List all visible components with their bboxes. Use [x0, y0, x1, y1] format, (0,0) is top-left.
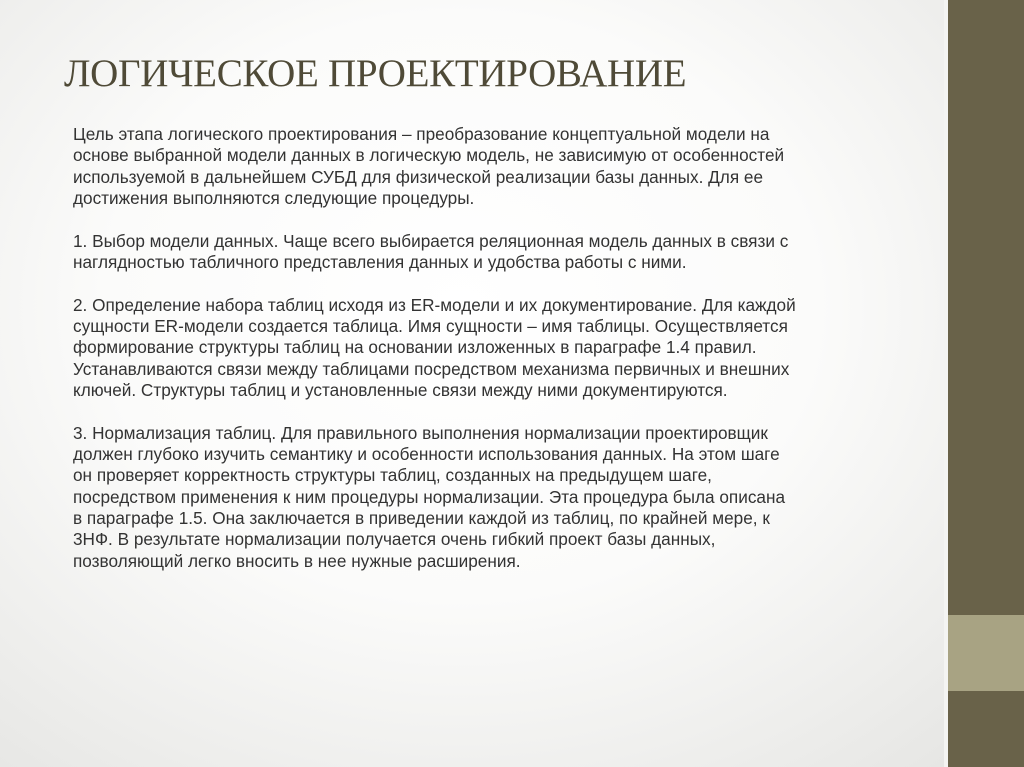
slide-body	[73, 124, 903, 593]
step-2-paragraph: 2. Определение набора таблиц исходя из ER-модели и их документирование. Для каждой сущности ER-модели создается таблица. Имя сущности – имя таблицы. Осуществляется формирование структуры таблиц на основании изложенных в параграфе 1.4 правил. Устанавливаются связи между таблицами посредством механизма первичных и внешних ключей. Структуры таблиц и установленные связи между ними документируются.	[73, 294, 796, 400]
intro-paragraph: Цель этапа логического проектирования – преобразование концептуальной модели на основе выбранной модели данных в логическую модель, не зависимую от особенностей используемой в дальнейшем СУБД для физической реализации базы данных. Для ее достижения выполняются следующие процедуры.	[73, 124, 785, 208]
sidebar-accent-block	[948, 615, 1024, 691]
slide-title: ЛОГИЧЕСКОЕ ПРОЕКТИРОВАНИЕ	[64, 52, 687, 95]
step-1-paragraph: 1. Выбор модели данных. Чаще всего выбирается реляционная модель данных в связи с наглядностью табличного представления данных и удобства работы с ними.	[73, 230, 789, 272]
step-3-paragraph: 3. Нормализация таблиц. Для правильного выполнения нормализации проектировщик должен глубоко изучить семантику и особенности использования данных. На этом шаге он проверяет корректность структуры таблиц, созданных на предыдущем шаге, посредством применения к ним процедуры нормализации. Эта процедура была описана в параграфе 1.5. Она заключается в приведении каждой из таблиц, по крайней мере, к 3НФ. В результате нормализации получается очень гибкий проект базы данных, позволяющий легко вносить в нее нужные расширения.	[73, 422, 786, 571]
